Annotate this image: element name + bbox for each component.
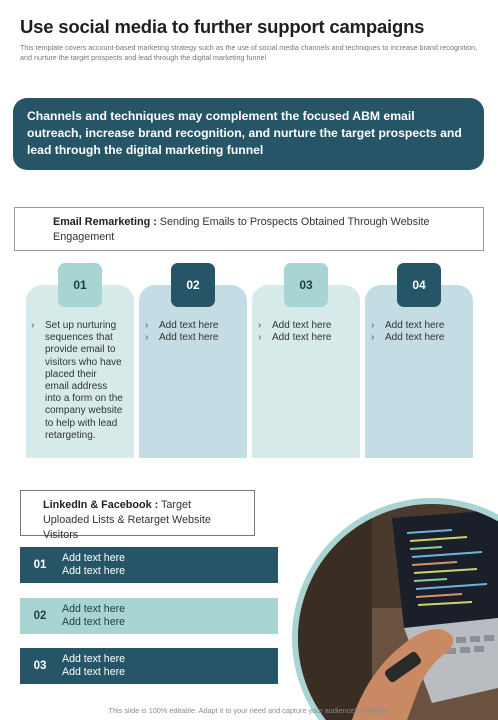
list-item: › Add text here	[258, 332, 350, 344]
page-title: Use social media to further support campaigns	[20, 16, 425, 37]
list-item: › Add text here	[145, 320, 237, 332]
row-line: Add text here	[62, 565, 126, 577]
row-number: 01	[33, 559, 47, 571]
row-line: Add text here	[62, 616, 126, 628]
column-list-4	[371, 320, 463, 344]
column-number-badge: 03	[284, 263, 328, 307]
footer-note: This slide is 100% editable. Adapt it to your need and capture your audience's attention	[108, 706, 390, 715]
row-text	[60, 603, 125, 629]
list-item: › Add text here	[371, 320, 463, 332]
row-line: Add text here	[62, 666, 126, 678]
row-text	[60, 552, 125, 578]
row-line: Add text here	[62, 603, 126, 615]
numbered-row-1	[20, 547, 278, 583]
column-list-3	[258, 320, 350, 344]
list-item: › Set up nurturing sequences that provide email to visitors who have placed their email address into a form on the company website to help with lead retargeting.	[31, 320, 123, 442]
linkedin-facebook-box	[20, 490, 255, 541]
page-subtitle: This template covers account-based marketing strategy such as the use of social media channels and techniques to increase brand recognition, and nurture the target prospects and lead through the digital marketing funnel	[20, 43, 478, 62]
column-number-badge: 01	[58, 263, 102, 307]
row-line: Add text here	[62, 552, 126, 564]
row-line: Add text here	[62, 653, 126, 665]
row-number: 02	[33, 610, 47, 622]
column-list-1	[31, 320, 123, 442]
list-item: › Add text here	[145, 332, 237, 344]
banner-text: Channels and techniques may complement the focused ABM email outreach, increase brand recognition, and nurture the target prospects and lead through the digital marketing funnel	[27, 109, 462, 157]
email-remarketing-box	[14, 207, 484, 251]
laptop-photo	[292, 488, 498, 720]
linkedin-facebook-heading: LinkedIn & Facebook :	[43, 499, 159, 511]
list-item: › Add text here	[258, 320, 350, 332]
column-card-3	[252, 285, 360, 458]
numbered-row-2	[20, 598, 278, 634]
email-remarketing-heading: Email Remarketing :	[53, 216, 157, 228]
summary-banner	[13, 98, 484, 170]
column-number-badge: 02	[171, 263, 215, 307]
list-item: › Add text here	[371, 332, 463, 344]
column-list-2	[145, 320, 237, 344]
email-remarketing-description: Sending Emails to Prospects Obtained Through Website Engagement	[53, 216, 430, 243]
column-number-badge: 04	[397, 263, 441, 307]
column-card-2	[139, 285, 247, 458]
numbered-row-3	[20, 648, 278, 684]
linkedin-facebook-description: Target Uploaded Lists & Retarget Website Visitors	[43, 499, 211, 541]
column-card-4	[365, 285, 473, 458]
row-text	[60, 653, 125, 679]
row-number: 03	[33, 660, 47, 672]
